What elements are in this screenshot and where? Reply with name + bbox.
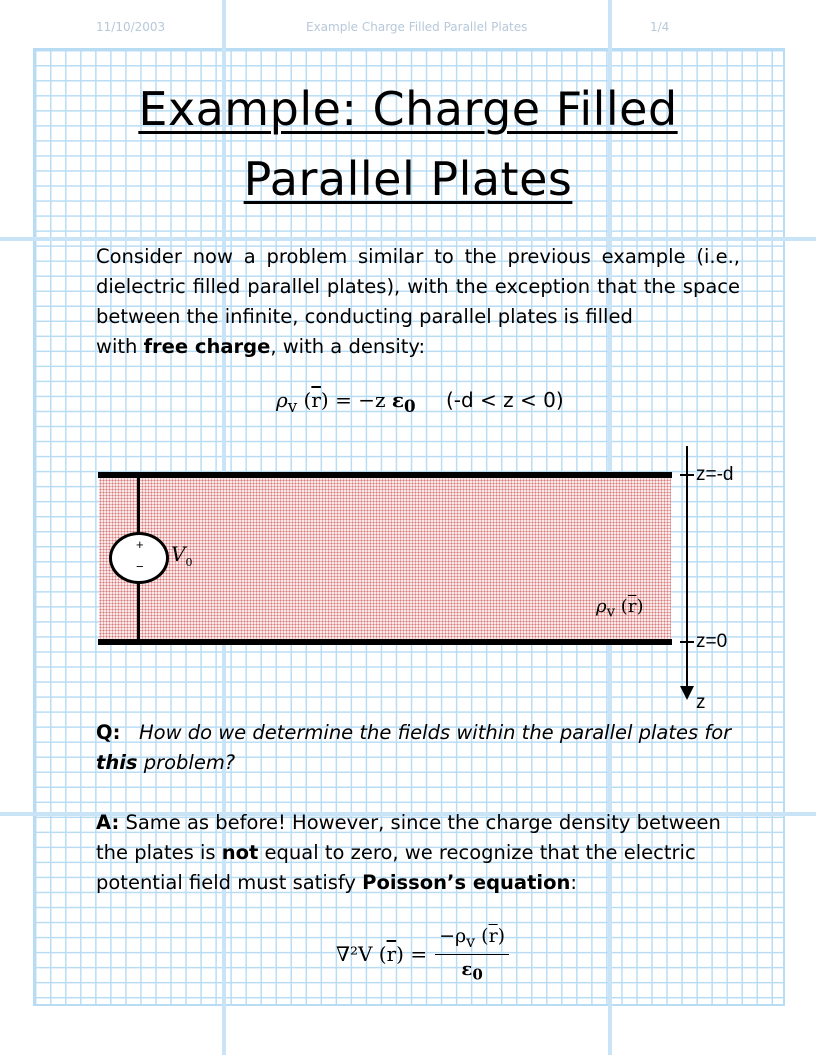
page-title-line1: Example: Charge Filled bbox=[138, 82, 678, 136]
wire-bottom bbox=[137, 578, 140, 642]
voltage-subscript: 0 bbox=[185, 556, 193, 569]
intro-with: with bbox=[96, 335, 144, 358]
question-text bbox=[96, 721, 731, 774]
wire-top bbox=[137, 476, 140, 534]
header-date: 11/10/2003 bbox=[96, 20, 166, 34]
minus-sign: − bbox=[136, 559, 144, 574]
question-label: Q: bbox=[96, 721, 121, 744]
label-z-zero: z=0 bbox=[696, 631, 728, 652]
laplacian-v: ∇²V ( bbox=[336, 942, 387, 967]
answer-bold-not: not bbox=[221, 841, 259, 864]
equation-rhs: = −z bbox=[328, 388, 392, 412]
plus-sign: + bbox=[136, 537, 144, 552]
top-plate bbox=[98, 472, 672, 478]
page-title-line2: Parallel Plates bbox=[243, 152, 573, 206]
position-vector: $\overline{r}$ bbox=[627, 596, 637, 617]
poisson-lhs bbox=[336, 942, 427, 966]
neg-rho: −ρ bbox=[439, 925, 467, 947]
header-doc-title: Example Charge Filled Parallel Plates bbox=[306, 20, 528, 34]
answer-label: A: bbox=[96, 811, 120, 834]
fraction-numerator: $-\rho_v$ $(\overline{r})$ bbox=[435, 925, 509, 955]
epsilon-symbol: ε bbox=[461, 958, 473, 980]
epsilon-subscript: 0 bbox=[472, 965, 483, 984]
tick-top bbox=[680, 474, 694, 476]
question-emphasis: this bbox=[96, 751, 138, 774]
rho-subscript: v bbox=[466, 931, 476, 951]
label-z-minus-d: z=-d bbox=[696, 464, 734, 485]
answer-text-2: equal to zero, we recognize that the electric potential field must satisfy bbox=[96, 841, 696, 894]
intro-paragraph bbox=[96, 242, 740, 362]
parallel-plates-figure bbox=[96, 440, 786, 713]
grid-major-line bbox=[0, 237, 816, 241]
bottom-plate bbox=[98, 639, 672, 645]
poisson-equation bbox=[336, 925, 509, 983]
poisson-fraction bbox=[435, 925, 509, 983]
position-vector: $\overline{r}$ bbox=[488, 925, 498, 947]
answer-text-1: Same as before! However, since the charge density between the plates is bbox=[96, 811, 721, 864]
z-axis-arrow bbox=[680, 686, 694, 700]
z-axis-line bbox=[686, 446, 688, 690]
intro-text: Consider now a problem similar to the previous example (i.e., dielectric filled parallel plates), with the exception that the space between the infinite, conducting parallel plates is filled bbox=[96, 245, 740, 328]
rho-subscript: v bbox=[606, 602, 616, 621]
voltage-source bbox=[109, 532, 169, 584]
answer-paragraph bbox=[96, 808, 740, 898]
question-text-before: How do we determine the fields within the parallel plates for bbox=[138, 721, 732, 744]
tick-bottom bbox=[680, 641, 694, 643]
z-axis-label: z bbox=[696, 692, 706, 713]
header-page-number: 1/4 bbox=[650, 20, 670, 34]
z-range: (-d < z < 0) bbox=[445, 388, 564, 412]
epsilon-subscript: 0 bbox=[404, 396, 416, 416]
rho-subscript: v bbox=[287, 397, 298, 416]
voltage-label bbox=[171, 542, 192, 569]
epsilon-symbol: ε bbox=[391, 388, 405, 412]
poisson-equation-term: Poisson’s equation bbox=[362, 871, 571, 894]
answer-text-3: : bbox=[570, 871, 577, 894]
charge-density-equation: $\rho_v$ $(\overline{r}) = -z$ $\varepsilon_0$ (-d < z < 0) bbox=[276, 388, 564, 416]
intro-last-line bbox=[96, 332, 740, 362]
rho-symbol: ρ bbox=[276, 388, 288, 412]
rho-symbol: ρ bbox=[596, 596, 607, 617]
position-vector: $\overline{r}$ bbox=[386, 942, 397, 967]
question-paragraph bbox=[96, 718, 740, 778]
question-text-after: problem? bbox=[137, 751, 236, 774]
fraction-denominator bbox=[461, 955, 482, 984]
position-vector: $\overline{r}$ bbox=[311, 388, 321, 412]
voltage-symbol: V bbox=[171, 542, 186, 566]
free-charge-term: free charge bbox=[143, 335, 271, 358]
equals-sign: ) = bbox=[396, 942, 428, 967]
intro-text-after: , with a density: bbox=[270, 335, 426, 358]
charge-density-label: $\rho_v$ $(\overline{r})$ bbox=[596, 596, 644, 621]
